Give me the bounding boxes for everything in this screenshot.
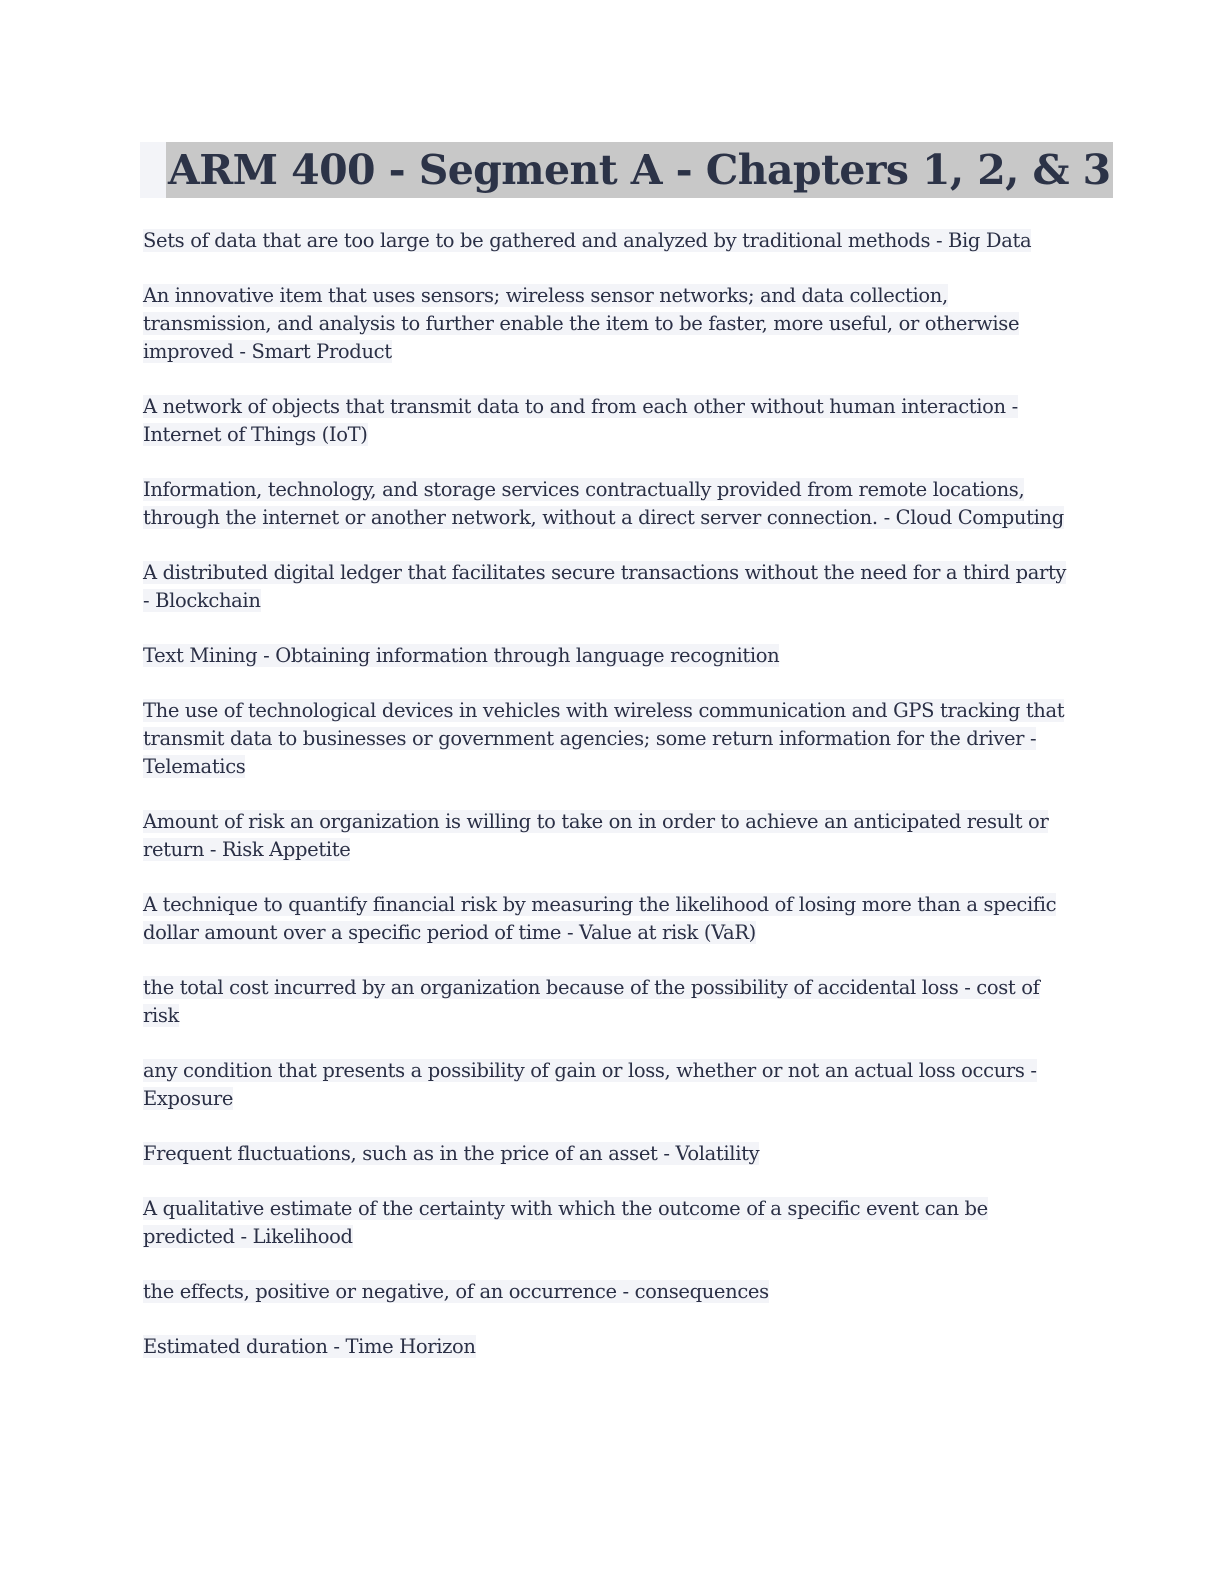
definition-text: Text Mining - Obtaining information through language recognition <box>143 644 780 667</box>
definition-entry <box>140 1057 1072 1113</box>
definition-entry <box>140 808 1072 864</box>
definition-text: A distributed digital ledger that facilitates secure transactions without the need for a third party - Blockchain <box>143 561 1067 612</box>
definition-text: the effects, positive or negative, of an occurrence - consequences <box>143 1280 769 1303</box>
definition-text: the total cost incurred by an organization because of the possibility of accidental loss - cost of risk <box>143 976 1040 1027</box>
document-title: ARM 400 - Segment A - Chapters 1, 2, & 3 <box>166 142 1113 198</box>
definition-entry <box>140 697 1072 781</box>
definition-entry <box>140 1140 1072 1168</box>
definition-entry <box>140 559 1072 615</box>
definition-text: The use of technological devices in vehicles with wireless communication and GPS tracking that transmit data to businesses or government agencies; some return information for the driver - Telematics <box>143 699 1065 778</box>
definition-entry <box>140 476 1072 532</box>
definition-text: Amount of risk an organization is willing to take on in order to achieve an anticipated result or return - Risk Appetite <box>143 810 1049 861</box>
definition-entry <box>140 282 1072 366</box>
definition-entry <box>140 227 1072 255</box>
definition-text: any condition that presents a possibility of gain or loss, whether or not an actual loss occurs - Exposure <box>143 1059 1037 1110</box>
definition-list <box>140 227 1072 1361</box>
definition-entry <box>140 891 1072 947</box>
definition-entry <box>140 974 1072 1030</box>
document-page <box>140 142 1111 1388</box>
definition-entry <box>140 393 1072 449</box>
definition-text: Frequent fluctuations, such as in the price of an asset - Volatility <box>143 1142 760 1165</box>
definition-entry <box>140 1278 1072 1306</box>
definition-entry <box>140 1195 1072 1251</box>
definition-text: Information, technology, and storage services contractually provided from remote locations, through the internet or another network, without a direct server connection. - Cloud Computing <box>143 478 1064 529</box>
definition-text: Estimated duration - Time Horizon <box>143 1335 476 1358</box>
definition-entry <box>140 642 1072 670</box>
definition-entry <box>140 1333 1072 1361</box>
definition-text: Sets of data that are too large to be gathered and analyzed by traditional methods - Big Data <box>143 229 1032 252</box>
definition-text: An innovative item that uses sensors; wireless sensor networks; and data collection, transmission, and analysis to further enable the item to be faster, more useful, or otherwise improved - Smart Product <box>143 284 1020 363</box>
definition-text: A qualitative estimate of the certainty with which the outcome of a specific event can be predicted - Likelihood <box>143 1197 988 1248</box>
title-band <box>140 142 1111 198</box>
definition-text: A network of objects that transmit data to and from each other without human interaction - Internet of Things (IoT) <box>143 395 1018 446</box>
definition-text: A technique to quantify financial risk by measuring the likelihood of losing more than a specific dollar amount over a specific period of time - Value at risk (VaR) <box>143 893 1057 944</box>
